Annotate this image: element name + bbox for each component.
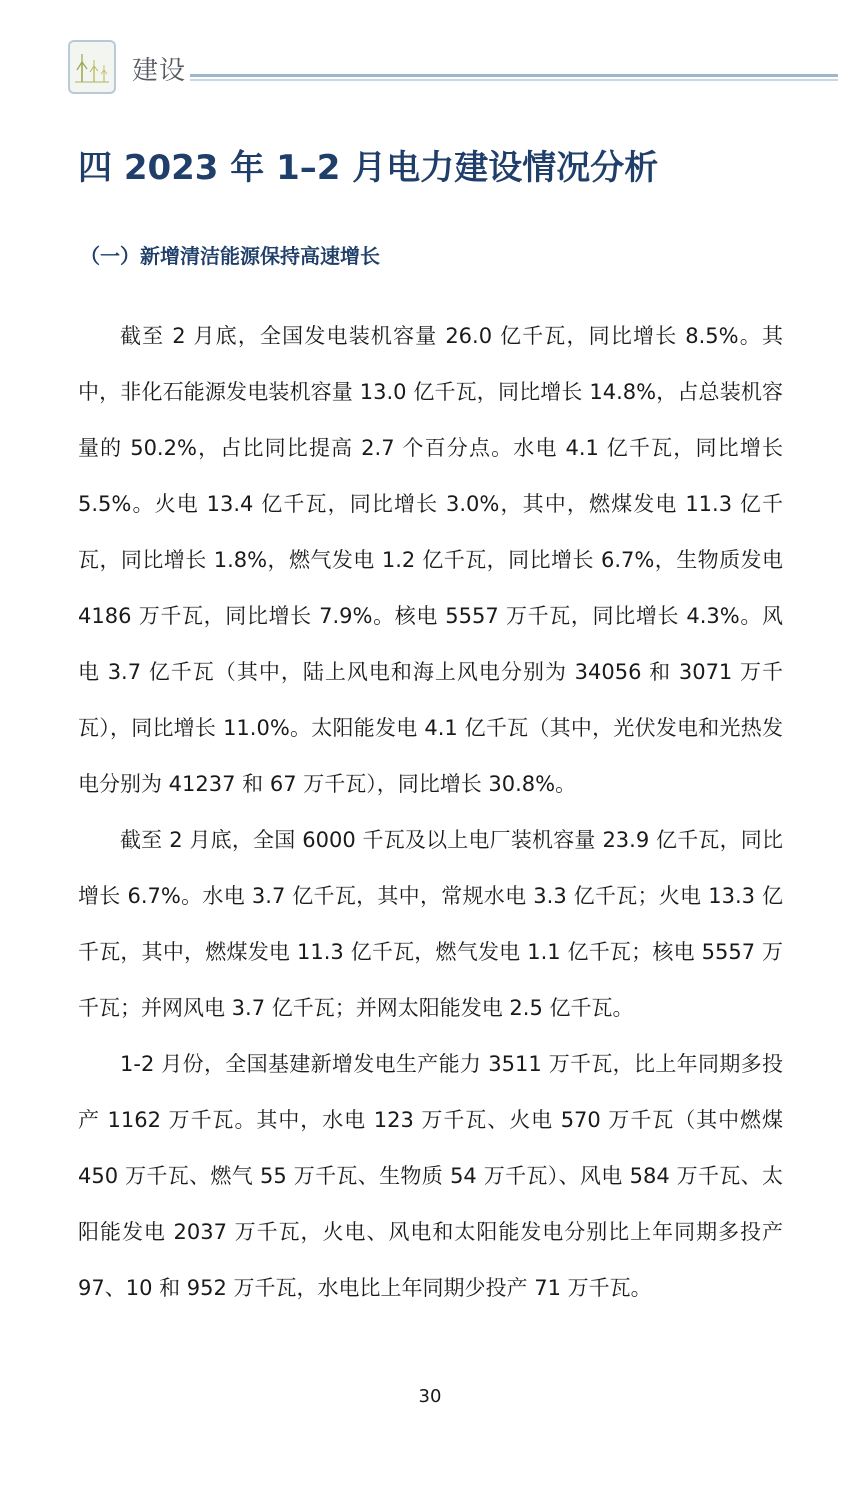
header-divider [190, 74, 838, 81]
paragraph: 截至 2 月底，全国发电装机容量 26.0 亿千瓦，同比增长 8.5%。其中，非化石能源发电装机容量 13.0 亿千瓦，同比增长 14.8%，占总装机容量的 50.2%，占比同比提高 2.7 个百分点。水电 4.1 亿千瓦，同比增长 5.5%。火电 13.4 亿千瓦，同比增长 3.0%，其中，燃煤发电 11.3 亿千瓦，同比增长 1.8%，燃气发电 1.2 亿千瓦，同比增长 6.7%，生物质发电 4186 万千瓦，同比增长 7.9%。核电 5557 万千瓦，同比增长 4.3%。风电 3.7 亿千瓦（其中，陆上风电和海上风电分别为 34056 和 3071 万千瓦），同比增长 11.0%。太阳能发电 4.1 亿千瓦（其中，光伏发电和光热发电分别为 41237 和 67 万千瓦），同比增长 30.8%。 [78, 324, 783, 796]
page-number: 30 [418, 1386, 442, 1407]
body-text [78, 308, 783, 1316]
paragraph: 截至 2 月底，全国 6000 千瓦及以上电厂装机容量 23.9 亿千瓦，同比增长 6.7%。水电 3.7 亿千瓦，其中，常规水电 3.3 亿千瓦；火电 13.3 亿千瓦，其中，燃煤发电 11.3 亿千瓦，燃气发电 1.1 亿千瓦；核电 5557 万千瓦；并网风电 3.7 亿千瓦；并网太阳能发电 2.5 亿千瓦。 [78, 828, 783, 1020]
section-heading: 四 2023 年 1–2 月电力建设情况分析 [78, 148, 659, 188]
subsection-heading: （一）新增清洁能源保持高速增长 [80, 244, 380, 268]
wind-turbine-logo-icon [68, 40, 116, 94]
header-title: 建设 [132, 56, 187, 86]
paragraph: 1-2 月份，全国基建新增发电生产能力 3511 万千瓦，比上年同期多投产 1162 万千瓦。其中，水电 123 万千瓦、火电 570 万千瓦（其中燃煤 450 万千瓦、燃气 55 万千瓦、生物质 54 万千瓦）、风电 584 万千瓦、太阳能发电 2037 万千瓦，火电、风电和太阳能发电分别比上年同期多投产 97、10 和 952 万千瓦，水电比上年同期少投产 71 万千瓦。 [78, 1052, 783, 1300]
page-header [68, 40, 838, 98]
